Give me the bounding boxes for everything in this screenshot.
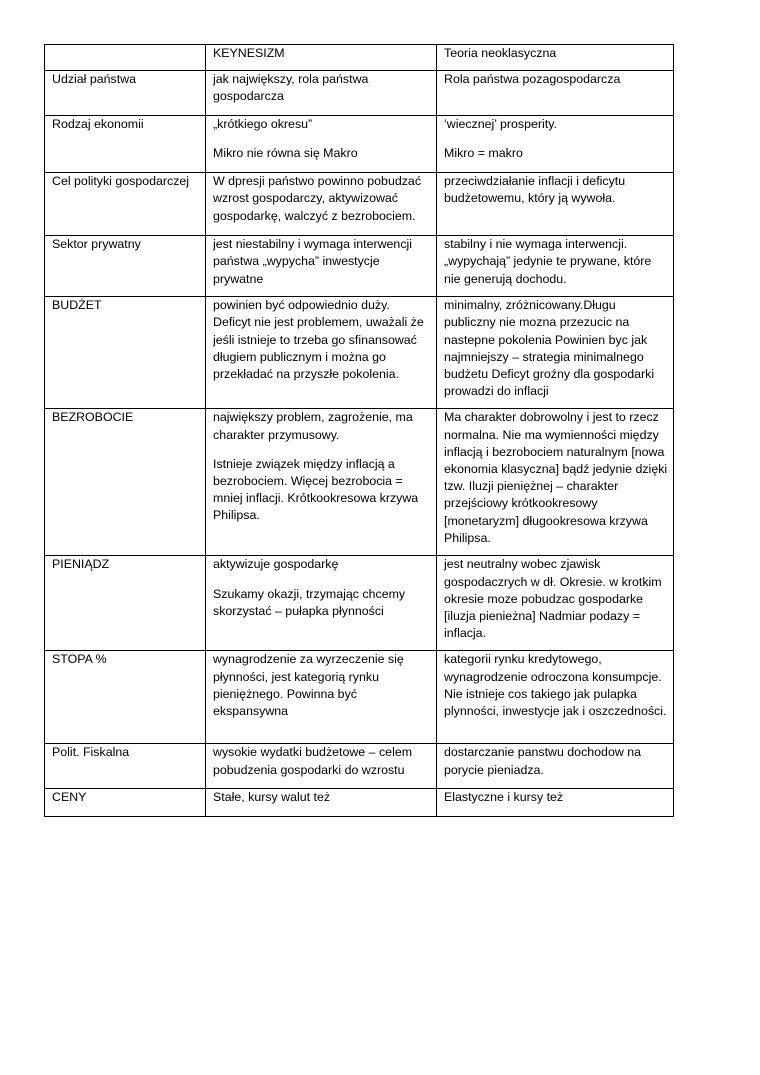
row-label-cell: CENY: [45, 789, 206, 817]
cell-text: jest neutralny wobec zjawisk gospodaczrych w dł. Okresie. w krotkim okresie moze pobudzac gospodarke [iluzja pienieżna] Nadmiar podazy = inflacja.: [444, 557, 662, 641]
keynesism-cell: [206, 173, 437, 236]
table-row: [45, 789, 674, 817]
neoclassical-cell: [437, 71, 674, 116]
neoclassical-cell: [437, 116, 674, 173]
keynesism-cell: [206, 789, 437, 817]
header-keynesism-cell: KEYNESIZM: [206, 45, 437, 71]
cell-text: przeciwdziałanie inflacji i deficytu budżetowemu, który ją wywoła.: [444, 174, 626, 206]
neoclassical-cell: [437, 173, 674, 236]
header-row: [45, 45, 674, 71]
row-label-cell: PIENIĄDZ: [45, 556, 206, 651]
keynesism-cell: [206, 556, 437, 651]
cell-text: Mikro nie równa się Makro: [213, 146, 358, 161]
cell-text: W dpresji państwo powinno pobudzać wzrost gospodarczy, aktywizować gospodarkę, walczyć z bezrobociem.: [213, 174, 422, 223]
row-label-cell: Polit. Fiskalna: [45, 744, 206, 789]
cell-text: ‘wiecznej’ prosperity.: [444, 117, 557, 132]
cell-text: Ma charakter dobrowolny i jest to rzecz normalna. Nie ma wymienności między inflacją i bezrobociem naturalnym [nowa ekonomia klasyczna] bądź jedynie dzięki tzw. Iluzji pieniężnej – charakter przejściowy krótkookresowy [monetaryzm] długookresowa krzywa Philipsa.: [444, 410, 668, 545]
cell-text: Stałe, kursy walut też: [213, 790, 331, 805]
cell-text: Rola państwa pozagospodarcza: [444, 72, 621, 87]
neoclassical-cell: [437, 236, 674, 297]
cell-text: Istnieje związek między inflacją a bezrobociem. Więcej bezrobocia = mniej inflacji. Krótkookresowa krzywa Philipsa.: [213, 456, 419, 523]
neoclassical-cell: [437, 789, 674, 817]
cell-text: „krótkiego okresu”: [213, 117, 313, 132]
keynesism-cell: [206, 116, 437, 173]
keynesism-cell: [206, 71, 437, 116]
cell-text: wynagrodzenie za wyrzeczenie się płynności, jest kategorią rynku pieniężnego. Powinna być ekspansywna: [213, 652, 404, 719]
table-row: [45, 236, 674, 297]
row-label-cell: Rodzaj ekonomii: [45, 116, 206, 173]
cell-text: aktywizuje gospodarkę: [213, 557, 339, 572]
table-row: [45, 116, 674, 173]
cell-text: minimalny, zróżnicowany.Długu publiczny nie mozna przezucic na nastepne pokolenia Powinien byc jak najmniejszy – strategia minimalnego budżetu Deficyt groźny dla gospodarki prowadzi do inflacji: [444, 298, 655, 399]
table-row: [45, 409, 674, 556]
neoclassical-cell: [437, 556, 674, 651]
table-row: [45, 744, 674, 789]
cell-text: Mikro = makro: [444, 146, 523, 161]
row-label-cell: BEZROBOCIE: [45, 409, 206, 556]
table-row: [45, 297, 674, 409]
neoclassical-cell: [437, 744, 674, 789]
keynesism-cell: [206, 409, 437, 556]
cell-text: stabilny i nie wymaga interwencji. „wypychają” jedynie te prywane, które nie generują dochodu.: [444, 237, 652, 286]
row-label-cell: BUDŻET: [45, 297, 206, 409]
cell-text: powinien być odpowiednio duży. Deficyt nie jest problemem, uważali że jeśli istnieje to trzeba go sfinansować długiem publicznym i można go przekładać na przyszłe pokolenia.: [213, 298, 424, 382]
header-neoclassical-cell: Teoria neoklasyczna: [437, 45, 674, 71]
header-corner-cell: [45, 45, 206, 71]
neoclassical-cell: [437, 409, 674, 556]
keynesism-cell: [206, 744, 437, 789]
cell-text: jak największy, rola państwa gospodarcza: [213, 72, 369, 104]
cell-text: jest niestabilny i wymaga interwencji państwa „wypycha” inwestycje prywatne: [213, 237, 413, 286]
row-label-cell: STOPA %: [45, 651, 206, 744]
row-label-cell: Udział państwa: [45, 71, 206, 116]
table-row: [45, 173, 674, 236]
neoclassical-cell: [437, 297, 674, 409]
comparison-table: [44, 44, 674, 817]
cell-text: Szukamy okazji, trzymając chcemy skorzystać – pułapka płynności: [213, 586, 406, 618]
row-label-cell: Cel polityki gospodarczej: [45, 173, 206, 236]
table-row: [45, 556, 674, 651]
keynesism-cell: [206, 236, 437, 297]
cell-text: Elastyczne i kursy też: [444, 790, 564, 805]
cell-text: wysokie wydatki budżetowe – celem pobudzenia gospodarki do wzrostu: [213, 745, 413, 777]
row-label-cell: Sektor prywatny: [45, 236, 206, 297]
table-row: [45, 71, 674, 116]
cell-text: dostarczanie panstwu dochodow na porycie pieniadza.: [444, 745, 642, 777]
keynesism-cell: [206, 651, 437, 744]
neoclassical-cell: [437, 651, 674, 744]
cell-text: największy problem, zagrożenie, ma charakter przymusowy.: [213, 410, 413, 442]
table-row: [45, 651, 674, 744]
cell-text: kategorii rynku kredytowego, wynagrodzenie odroczona konsumpcje. Nie istnieje cos takiego jak pulapka plynności, inwestycje jak i oszczedności.: [444, 652, 667, 719]
keynesism-cell: [206, 297, 437, 409]
